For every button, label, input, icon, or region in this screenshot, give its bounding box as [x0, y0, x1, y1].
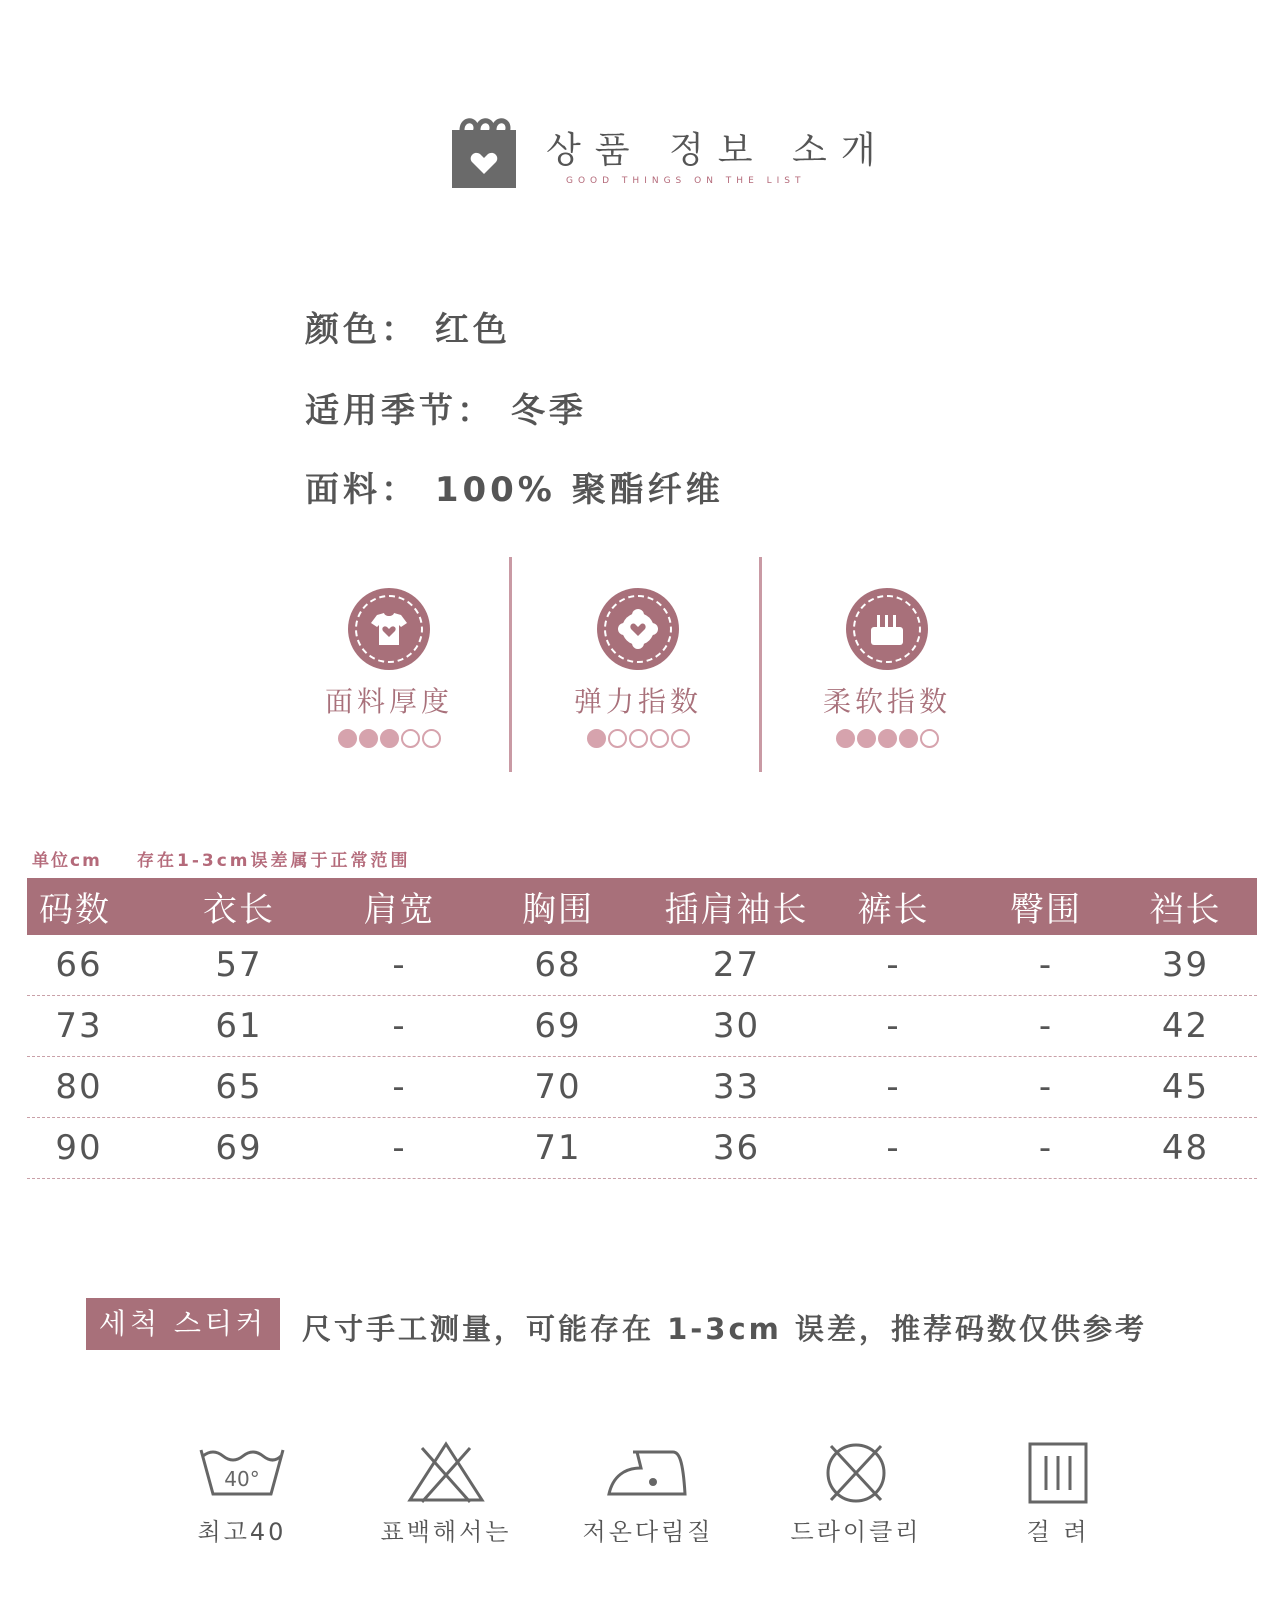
table-row [27, 1118, 1257, 1179]
header-title: 상품 정보 소개 [546, 130, 890, 171]
table-cell: 68 [534, 945, 582, 985]
info-fabric: 面料： 100% 聚酯纤维 [305, 470, 724, 510]
wash-40-icon [152, 1440, 332, 1506]
header-subtitle: GOOD THINGS ON THE LIST [566, 176, 806, 186]
rating-dot-filled [380, 729, 399, 748]
table-cell: - [886, 945, 901, 985]
rating-dot-filled [857, 729, 876, 748]
table-row [27, 1057, 1257, 1118]
table-cell: 61 [215, 1006, 263, 1046]
rating-dots [558, 728, 718, 754]
rating-elasticity [558, 588, 718, 754]
low-iron-icon [558, 1440, 738, 1506]
info-season: 适用季节： 冬季 [305, 391, 587, 431]
care-label: 표백해서는 [380, 1518, 512, 1546]
column-header: 臀围 [1010, 890, 1082, 930]
table-cell: - [886, 1128, 901, 1168]
rating-dot-filled [878, 729, 897, 748]
table-cell: 27 [712, 945, 761, 985]
rating-dot-empty [671, 729, 690, 748]
table-cell: - [1038, 1067, 1054, 1107]
table-cell: - [392, 1067, 407, 1107]
rating-softness [807, 588, 967, 754]
column-header: 肩宽 [363, 890, 436, 930]
table-cell: 90 [55, 1128, 103, 1168]
table-cell: 42 [1161, 1006, 1210, 1046]
care-label: 드라이클리 [790, 1518, 922, 1546]
rating-dot-empty [629, 729, 648, 748]
rating-dots [309, 728, 469, 754]
measurement-note: 尺寸手工测量，可能存在 1-3cm 误差，推荐码数仅供参考 [302, 1312, 1147, 1346]
wash-temperature: 40° [224, 1467, 260, 1491]
rating-dot-filled [836, 729, 855, 748]
rating-dot-empty [422, 729, 441, 748]
table-cell: 65 [215, 1067, 263, 1107]
care-badge: 세척 스티커 [86, 1298, 280, 1350]
care-item-iron [558, 1440, 738, 1547]
care-label: 저온다림질 [582, 1518, 714, 1546]
rating-divider [759, 557, 762, 772]
care-label: 최고40 [197, 1518, 287, 1546]
table-cell: 73 [55, 1006, 103, 1046]
column-header: 插肩袖长 [664, 890, 809, 930]
table-cell: 30 [712, 1006, 761, 1046]
tshirt-heart-icon [348, 588, 430, 670]
table-cell: - [1038, 1128, 1054, 1168]
table-row [27, 935, 1257, 996]
table-cell: 70 [534, 1067, 582, 1107]
table-cell: 69 [534, 1006, 582, 1046]
rating-label: 面料厚度 [324, 685, 453, 718]
table-cell: 45 [1161, 1067, 1210, 1107]
size-table [27, 878, 1257, 1179]
table-cell: - [1038, 1006, 1054, 1046]
rating-thickness [309, 588, 469, 754]
table-cell: - [392, 1006, 407, 1046]
rating-divider [509, 557, 512, 772]
rating-label: 柔软指数 [822, 685, 951, 718]
hang-dry-icon [968, 1440, 1148, 1506]
flower-heart-icon [597, 588, 679, 670]
rating-dots [807, 728, 967, 754]
info-color: 颜色： 红色 [305, 310, 511, 350]
shop-bag-heart-icon [450, 118, 520, 190]
table-row [27, 996, 1257, 1057]
care-item-dryclean [766, 1440, 946, 1547]
rating-dot-filled [359, 729, 378, 748]
rating-dot-empty [920, 729, 939, 748]
care-label: 걸 려 [1026, 1518, 1090, 1546]
table-cell: 39 [1161, 945, 1210, 985]
rating-dot-filled [587, 729, 606, 748]
rating-label: 弹力指数 [573, 685, 702, 718]
table-cell: 66 [55, 945, 103, 985]
column-header: 衣长 [203, 890, 275, 930]
table-cell: 48 [1161, 1128, 1210, 1168]
table-cell: 71 [534, 1128, 582, 1168]
care-item-wash [152, 1440, 332, 1547]
table-cell: 69 [215, 1128, 263, 1168]
column-header: 码数 [39, 890, 111, 930]
rating-dot-filled [338, 729, 357, 748]
rating-dot-empty [608, 729, 627, 748]
table-cell: - [392, 1128, 407, 1168]
no-dry-clean-icon [766, 1440, 946, 1506]
no-bleach-icon [356, 1440, 536, 1506]
column-header: 裆长 [1149, 890, 1222, 930]
care-item-bleach [356, 1440, 536, 1547]
table-cell: 33 [712, 1067, 761, 1107]
table-cell: - [392, 945, 407, 985]
table-cell: 57 [215, 945, 263, 985]
care-item-hang [968, 1440, 1148, 1547]
table-cell: - [886, 1006, 901, 1046]
column-header: 裤长 [857, 890, 930, 930]
table-cell: - [886, 1067, 901, 1107]
unit-note: 单位cm [32, 851, 102, 871]
table-cell: 36 [712, 1128, 761, 1168]
table-header-row [27, 878, 1257, 935]
table-cell: 80 [55, 1067, 103, 1107]
column-header: 胸围 [522, 890, 594, 930]
page-header [450, 118, 890, 198]
table-cell: - [1038, 945, 1054, 985]
tolerance-note: 存在1-3cm误差属于正常范围 [137, 851, 411, 871]
cake-icon [846, 588, 928, 670]
rating-dot-empty [401, 729, 420, 748]
rating-dot-empty [650, 729, 669, 748]
rating-dot-filled [899, 729, 918, 748]
